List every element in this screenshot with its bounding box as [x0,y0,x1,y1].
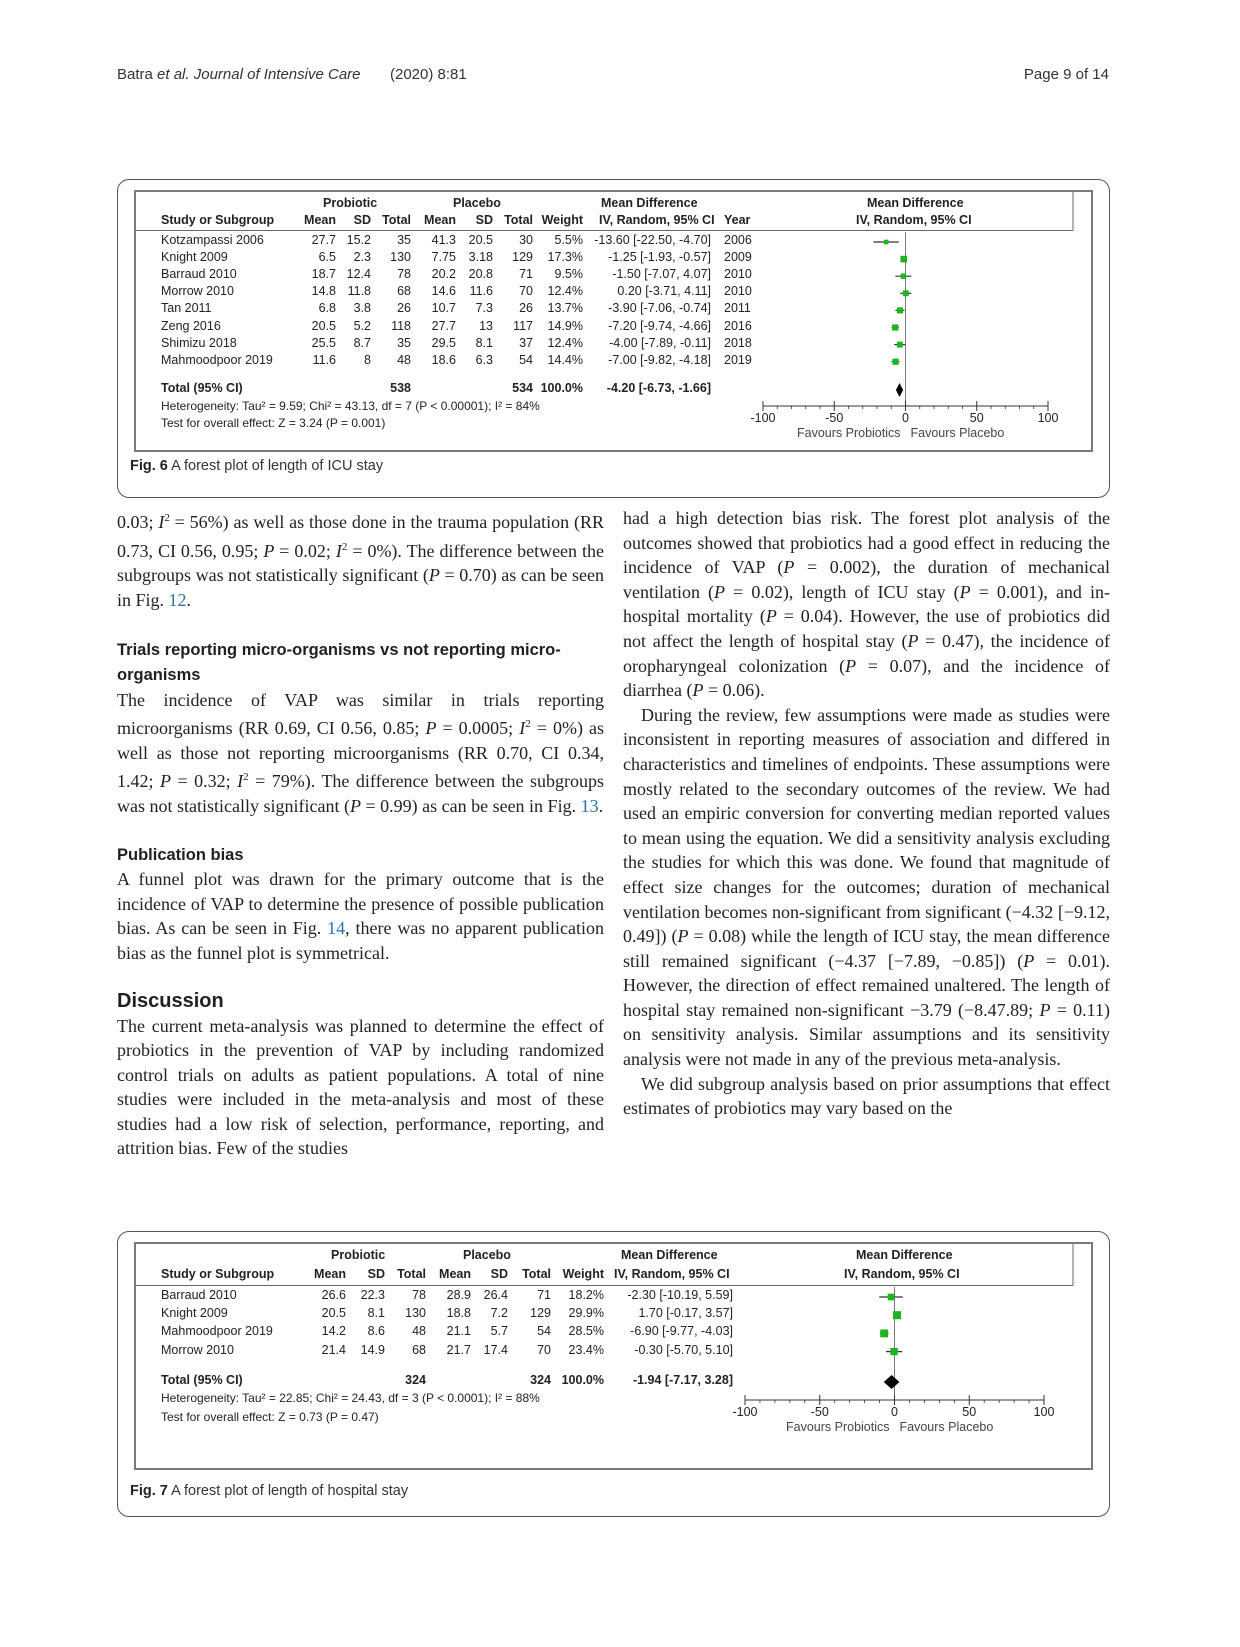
cell-n1: 48 [412,1324,426,1339]
col-weight: Weight [541,213,583,227]
cell-sd1: 8 [364,352,371,367]
col-mean-ctl: Mean [424,213,456,227]
cell-m2: 14.6 [431,284,456,299]
cell-n1: 78 [397,267,411,282]
cell-study: Shimizu 2018 [161,335,237,350]
cell-n2: 30 [519,233,533,247]
cell-w: 12.4% [547,335,583,350]
pooled-diamond [884,1375,900,1389]
page-number: Page 9 of 14 [1023,66,1109,83]
total-ci: -1.94 [-7.17, 3.28] [632,1373,733,1387]
cell-sd2: 3.18 [468,250,493,265]
cell-sd2: 8.1 [475,335,493,350]
running-header-year: (2020) 8:81 [390,66,467,83]
cell-sd1: 11.8 [347,284,371,299]
cell-ci: 1.70 [-0.17, 3.57] [638,1306,733,1321]
cell-ci: -0.30 [-5.70, 5.10] [634,1342,733,1357]
cell-sd2: 7.3 [475,301,493,316]
md-heading: Mean Difference [621,1248,718,1262]
col-study: Study or Subgroup [161,1267,275,1281]
cell-year: 2019 [724,352,752,367]
cell-w: 14.9% [547,318,583,333]
col-md-sub: IV, Random, 95% CI [614,1267,730,1281]
cell-m1: 6.5 [318,250,336,265]
cell-m1: 26.6 [321,1288,346,1302]
effect-marker [901,274,906,279]
col-sd-ctl: SD [490,1267,508,1281]
md-heading: Mean Difference [601,196,698,210]
paragraph-publication-bias: A funnel plot was drawn for the primary outcome that is the incidence of VAP to determine the presence of possible publication bias. As can be seen in Fig. 14, there was no apparent publication bias as the funnel plot is symmetrical. [117,869,604,963]
heterogeneity: Heterogeneity: Tau² = 9.59; Chi² = 43.13, df = 7 (P < 0.00001); I² = 84% [161,399,540,413]
cell-sd2: 5.7 [490,1324,508,1339]
cell-year: 2010 [724,267,752,282]
group-probiotic: Probiotic [331,1248,386,1262]
cell-m2: 18.6 [431,352,456,367]
cell-study: Tan 2011 [161,301,212,316]
cell-ci: -2.30 [-10.19, 5.59] [627,1288,733,1302]
cell-sd1: 2.3 [353,250,371,265]
total-n-exp: 324 [405,1373,426,1387]
heading-micro-organisms: Trials reporting micro-organisms vs not reporting micro-organisms [117,641,561,684]
cell-m1: 18.7 [311,267,336,282]
cell-sd1: 8.7 [353,335,371,350]
x-tick-label: -50 [810,1405,829,1419]
cell-n2: 54 [537,1324,551,1339]
favours-probiotics-label: Favours Probiotics [796,426,901,440]
cell-m1: 14.2 [321,1324,346,1339]
effect-marker [880,1329,888,1337]
cell-m2: 21.7 [446,1342,471,1357]
cell-study: Mahmoodpoor 2019 [161,352,273,367]
total-ci: -4.20 [-6.73, -1.66] [606,381,711,395]
cell-m1: 20.5 [311,318,336,333]
heading-discussion: Discussion [117,989,224,1012]
md-plot-heading: Mean Difference [867,196,964,210]
effect-marker [903,290,909,296]
cell-sd2: 13 [479,318,493,333]
figure-caption: Fig. 7 A forest plot of length of hospital stay [130,1483,409,1499]
cell-sd2: 26.4 [483,1288,508,1302]
total-weight: 100.0% [561,1373,604,1387]
heterogeneity: Heterogeneity: Tau² = 22.85; Chi² = 24.43, df = 3 (P < 0.0001); I² = 88% [161,1391,540,1405]
cell-m2: 28.9 [446,1288,471,1302]
forest-plot-icu-stay [134,190,1093,452]
cell-year: 2016 [724,318,752,333]
cell-ci: -7.20 [-9.74, -4.66] [608,318,711,333]
effect-marker [897,342,903,348]
cell-study: Barraud 2010 [161,267,237,282]
cell-m1: 20.5 [321,1306,346,1321]
cell-ci: -7.00 [-9.82, -4.18] [608,352,711,367]
figure-6 [117,179,1110,498]
cell-w: 17.3% [547,250,583,265]
x-tick-label: 50 [969,411,984,425]
cell-n1: 35 [397,233,411,247]
cell-n2: 129 [530,1306,551,1321]
cell-sd2: 11.6 [469,284,493,299]
cell-m1: 25.5 [311,335,336,350]
total-label: Total (95% CI) [161,381,243,395]
effect-marker [892,324,898,330]
cell-m2: 41.3 [431,233,456,247]
paragraph-discussion: The current meta-analysis was planned to determine the effect of probiotics in the prevention of VAP by including randomized control trials on adults as patient populations. A total of nine studies were included in the meta-analysis and most of these studies had a low risk of selection, performance, reporting, and attrition bias. Few of the studies [117,1015,604,1159]
cell-sd1: 22.3 [360,1288,385,1302]
cell-m1: 27.7 [311,233,336,247]
cell-n1: 68 [412,1342,426,1357]
cell-w: 29.9% [568,1306,604,1321]
favours-placebo-label: Favours Placebo [899,1420,994,1434]
cell-n1: 118 [391,318,411,333]
cell-n1: 130 [405,1306,426,1321]
cell-ci: -4.00 [-7.89, -0.11] [609,335,711,350]
col-total-ctl: Total [504,213,533,227]
cell-year: 2018 [724,335,752,350]
col-sd-ctl: SD [475,213,493,227]
cell-m1: 14.8 [311,284,336,299]
overall-effect: Test for overall effect: Z = 0.73 (P = 0.47) [161,1410,379,1424]
col-mean-ctl: Mean [439,1267,471,1281]
cell-sd2: 17.4 [483,1342,508,1357]
cell-m2: 18.8 [446,1306,471,1321]
total-n-ctl: 534 [512,381,533,395]
effect-marker [897,307,903,313]
cell-n2: 26 [519,301,533,316]
cell-n1: 68 [397,284,411,299]
cell-n2: 129 [512,250,533,265]
cell-year: 2006 [724,233,752,247]
favours-placebo-label: Favours Placebo [910,426,1005,440]
effect-marker [892,359,898,365]
cell-sd2: 7.2 [490,1306,508,1321]
heading-publication-bias: Publication bias [117,845,244,864]
cell-n2: 70 [537,1342,551,1357]
cell-w: 14.4% [547,352,583,367]
x-tick-label: -50 [825,411,844,425]
group-probiotic: Probiotic [323,196,378,210]
pooled-diamond [896,383,903,397]
x-tick-label: 0 [902,411,909,425]
col-mean-exp: Mean [314,1267,346,1281]
figure-caption: Fig. 6 A forest plot of length of ICU stay [130,458,384,474]
col-sd-exp: SD [353,213,371,227]
total-n-exp: 538 [390,381,411,395]
cell-m2: 20.2 [431,267,456,282]
x-tick-label: 0 [891,1405,898,1419]
cell-ci: -6.90 [-9.77, -4.03] [630,1324,733,1339]
effect-marker [888,1294,895,1301]
x-tick-label: 50 [962,1405,977,1419]
col-md-sub: IV, Random, 95% CI [599,213,715,227]
cell-sd1: 14.9 [360,1342,385,1357]
cell-n2: 37 [519,335,533,350]
cell-w: 12.4% [547,284,583,299]
forest-plot-graphic [136,192,1091,450]
cell-sd2: 6.3 [475,352,493,367]
cell-n1: 130 [390,250,411,265]
effect-marker [900,256,907,263]
paragraph-subgroup-analysis: We did subgroup analysis based on prior assumptions that effect estimates of probiotics may vary based on the [623,1073,1110,1119]
cell-year: 2011 [724,301,751,316]
col-study: Study or Subgroup [161,213,275,227]
cell-sd2: 20.5 [468,233,493,247]
effect-marker [884,240,889,245]
total-n-ctl: 324 [530,1373,551,1387]
paragraph-outcomes: had a high detection bias risk. The forest plot analysis of the outcomes showed that probiotics had a good effect in reducing the incidence of VAP (P = 0.002), the duration of mechanical ventilation (P = 0.02), length of ICU stay (P = 0.001), and in-hospital mortality (P = 0.04). However, the use of probiotics did not affect the length of hospital stay (P = 0.47), the incidence of oropharyngeal colonization (P = 0.07), and the incidence of diarrhea (P = 0.06). [623,508,1110,701]
col-year: Year [724,213,751,227]
cell-w: 18.2% [568,1288,604,1302]
col-mean-exp: Mean [304,213,336,227]
cell-study: Knight 2009 [161,250,228,265]
col-md-plot-sub: IV, Random, 95% CI [856,213,972,227]
forest-plot-hospital-stay [134,1242,1093,1470]
left-column [117,506,604,1161]
cell-sd1: 8.1 [367,1306,385,1321]
cell-ci: -3.90 [-7.06, -0.74] [608,301,711,316]
cell-m1: 21.4 [321,1342,346,1357]
cell-study: Zeng 2016 [161,318,221,333]
cell-w: 13.7% [547,301,583,316]
cell-w: 28.5% [568,1324,604,1339]
x-tick-label: -100 [750,411,776,425]
paragraph-subgroup-trauma: 0.03; $I^2 = 56\%$) as well as those done in the trauma population (RR 0.73, CI 0.56, 0.95; P = 0.02; $I^2 = 0\%$). The difference between the subgroups was not statistically significant (P = 0.70) as can be seen in Fig. 12. [117,512,604,610]
group-placebo: Placebo [463,1248,511,1262]
cell-w: 5.5% [554,233,583,247]
effect-marker [893,1311,901,1319]
md-plot-heading: Mean Difference [856,1248,953,1262]
cell-ci: -1.25 [-1.93, -0.57] [608,250,711,265]
figure-7 [117,1231,1110,1517]
cell-study: Kotzampassi 2006 [161,233,264,247]
cell-w: 9.5% [554,267,583,282]
cell-m2: 21.1 [446,1324,471,1339]
cell-m1: 11.6 [312,352,336,367]
col-total-exp: Total [382,213,411,227]
cell-n2: 117 [513,318,533,333]
cell-sd2: 20.8 [468,267,493,282]
cell-m2: 7.75 [431,250,456,265]
cell-m2: 10.7 [431,301,456,316]
cell-sd1: 15.2 [346,233,371,247]
cell-year: 2010 [724,284,752,299]
cell-n1: 26 [397,301,411,316]
x-tick-label: 100 [1033,1405,1055,1419]
cell-m2: 27.7 [431,318,456,333]
cell-n1: 48 [397,352,411,367]
right-column [623,506,1110,1121]
fig-14-link[interactable]: 14 [327,918,346,939]
col-sd-exp: SD [367,1267,385,1281]
cell-ci: -13.60 [-22.50, -4.70] [594,233,711,247]
total-label: Total (95% CI) [161,1373,243,1387]
x-tick-label: -100 [732,1405,758,1419]
col-md-plot-sub: IV, Random, 95% CI [844,1267,960,1281]
cell-ci: 0.20 [-3.71, 4.11] [617,284,711,299]
cell-ci: -1.50 [-7.07, 4.07] [612,267,711,282]
cell-sd1: 3.8 [353,301,371,316]
cell-study: Barraud 2010 [161,1288,237,1302]
cell-study: Knight 2009 [161,1306,228,1321]
cell-m1: 6.8 [318,301,336,316]
cell-study: Mahmoodpoor 2019 [161,1324,273,1339]
cell-sd1: 12.4 [346,267,371,282]
overall-effect: Test for overall effect: Z = 3.24 (P = 0.001) [161,416,386,430]
cell-n2: 71 [537,1288,551,1302]
effect-marker [890,1348,897,1355]
cell-m2: 29.5 [431,335,456,350]
cell-n2: 54 [519,352,533,367]
col-total-exp: Total [397,1267,426,1281]
favours-probiotics-label: Favours Probiotics [785,1420,890,1434]
cell-n2: 70 [519,284,533,299]
forest-plot-graphic [136,1244,1091,1468]
paragraph-micro-organisms: The incidence of VAP was similar in trials reporting microorganisms (RR 0.69, CI 0.56, 0.85; P = 0.0005; $I^2 = 0\%$) as well as those not reporting microorganisms (RR 0.70, CI 0.34, 1.42; P = 0.32; $I^2 = 79\%$). The difference between the subgroups was not statistically significant (P = 0.99) as can be seen in Fig. 13. [117,689,605,816]
cell-sd1: 8.6 [367,1324,385,1339]
running-header-citation: Batra et al. Journal of Intensive Care [117,66,361,83]
col-total-ctl: Total [522,1267,551,1281]
total-weight: 100.0% [540,381,583,395]
cell-n1: 78 [412,1288,426,1302]
cell-n1: 35 [397,335,411,350]
fig-13-link[interactable]: 13 [580,795,599,816]
cell-sd1: 5.2 [353,318,371,333]
cell-year: 2009 [724,250,752,265]
cell-w: 23.4% [568,1342,604,1357]
paragraph-assumptions: During the review, few assumptions were made as studies were inconsistent in reporting measures of association and differed in characteristics and timelines of endpoints. These assumptions were mostly related to the secondary outcomes of the review. We had used an empiric conversion for converting median reported values to mean using the equation. We did a sensitivity analysis excluding the studies for which this was done. We found that magnitude of effect size changes for the outcomes; duration of mechanical ventilation becomes non-significant from significant (−4.32 [−9.12, 0.49]) (P = 0.08) while the length of ICU stay, the mean difference still remained significant (−4.37 [−7.89, −0.85]) (P = 0.01). However, the direction of effect remained unaltered. The length of hospital stay remained non-significant −3.79 (−8.47.89; P = 0.11) on sensitivity analysis. Similar assumptions and its sensitivity analysis were not made in any of the previous meta-analysis. [623,704,1111,1070]
x-tick-label: 100 [1037,411,1059,425]
cell-n2: 71 [519,267,533,282]
cell-study: Morrow 2010 [161,1342,234,1357]
group-placebo: Placebo [453,196,501,210]
fig-12-link[interactable]: 12 [168,589,187,610]
cell-study: Morrow 2010 [161,284,234,299]
col-weight: Weight [562,1267,604,1281]
